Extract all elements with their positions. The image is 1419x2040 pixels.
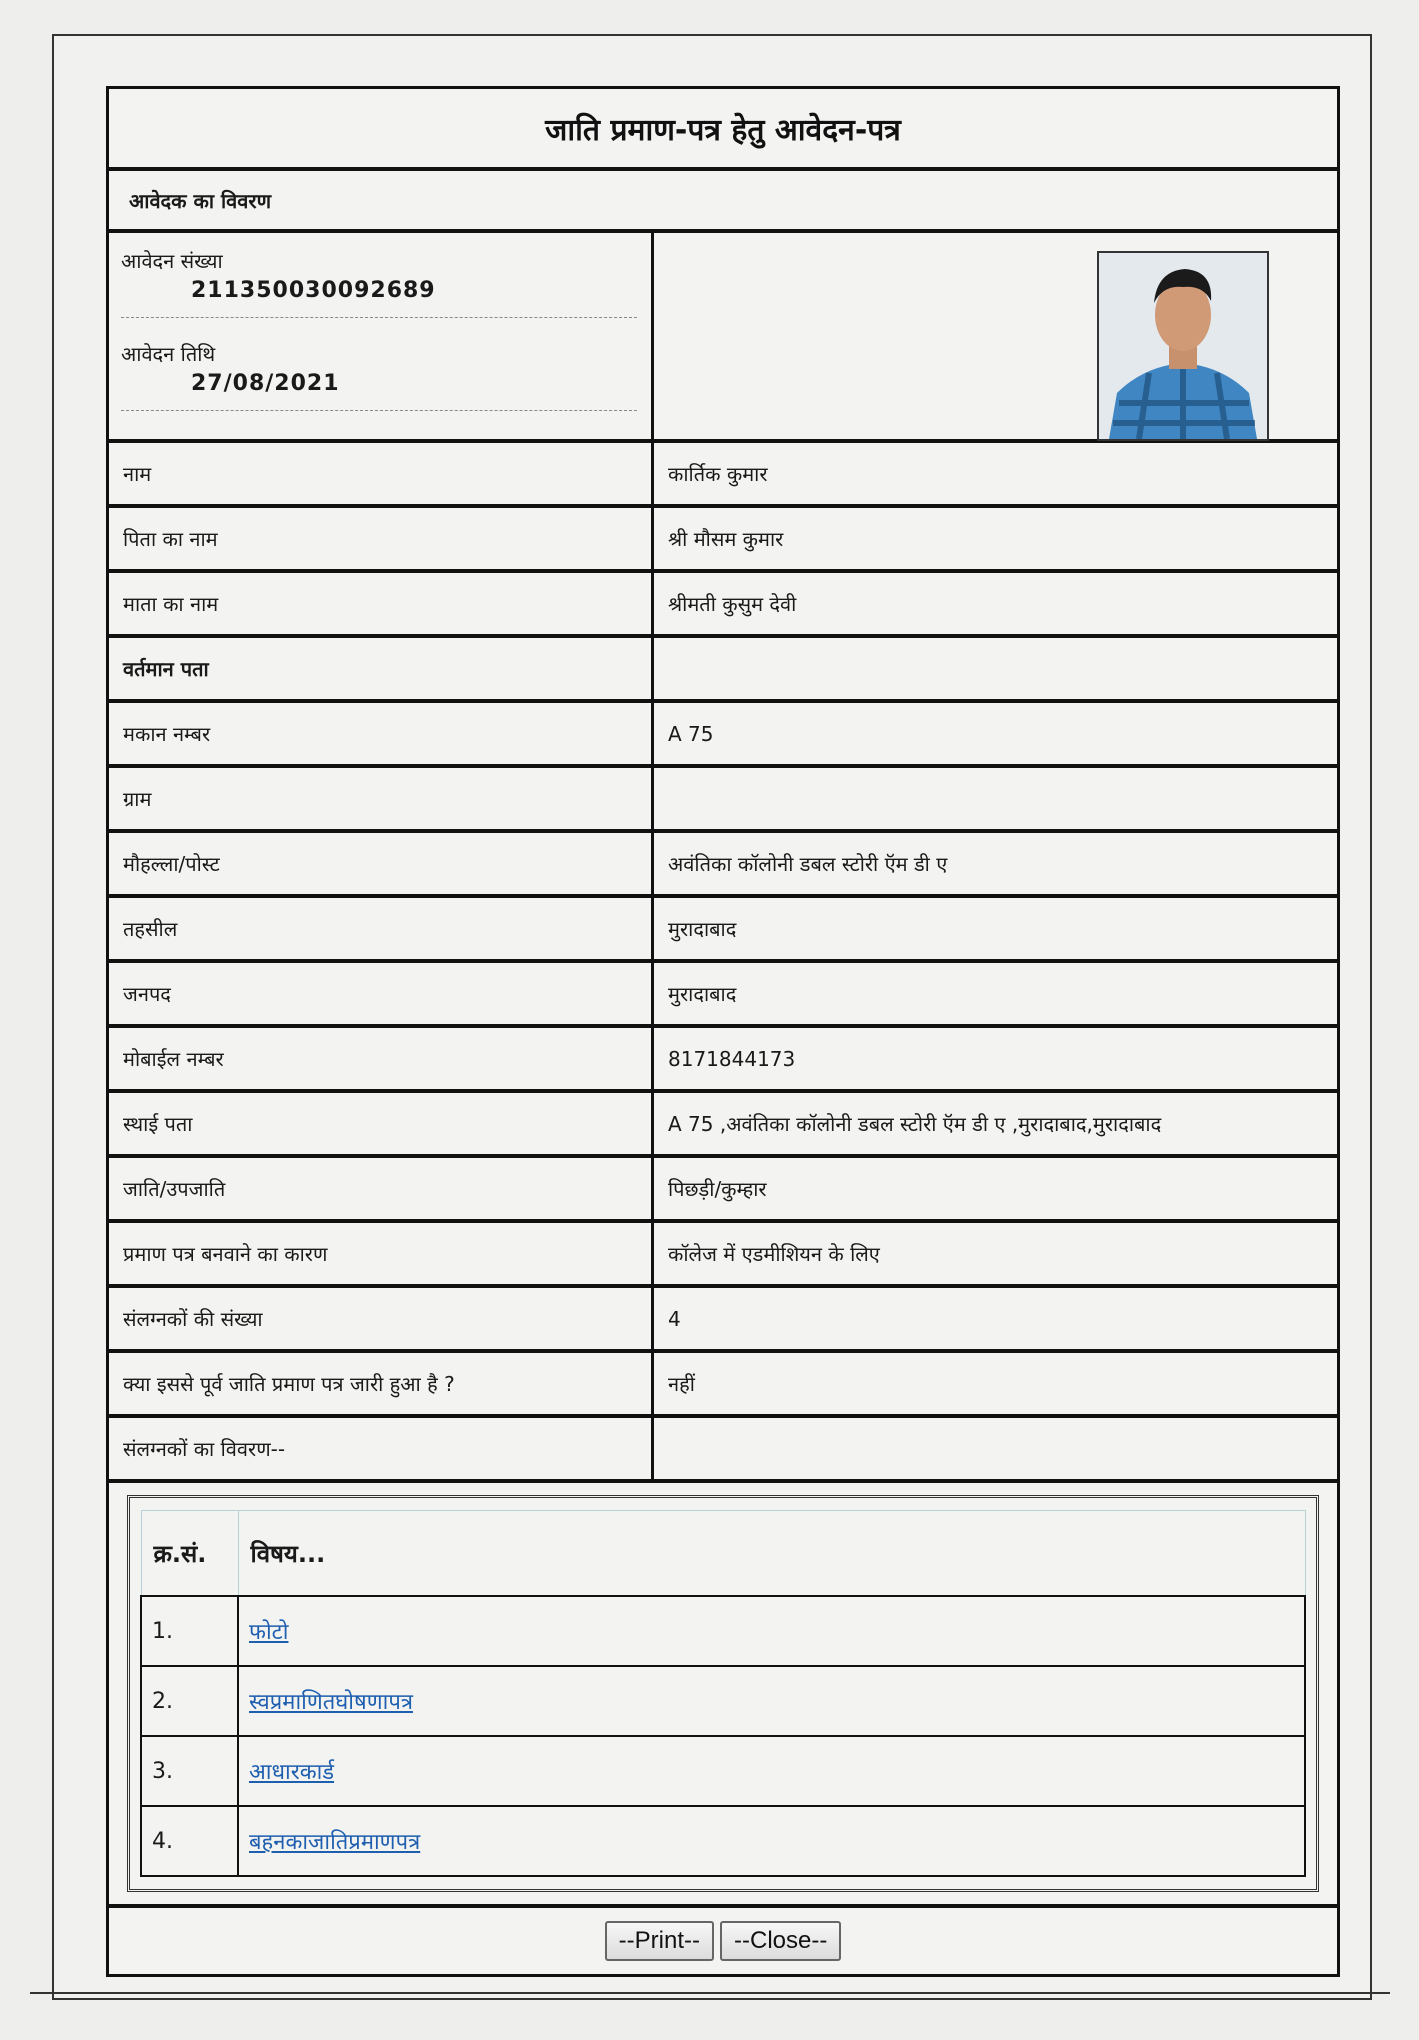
column-header-subject: विषय...: [238, 1511, 1305, 1597]
application-number: 211350030092689: [191, 278, 436, 303]
field-label-district: जनपद: [123, 982, 171, 1006]
print-button[interactable]: --Print--: [605, 1921, 714, 1961]
field-row: [109, 443, 1337, 508]
table-row: [141, 1666, 1305, 1736]
field-label-caste: जाति/उपजाति: [123, 1177, 226, 1201]
attachments-section: [109, 1483, 1337, 1908]
row-number: 2.: [141, 1666, 238, 1736]
table-header: [141, 1511, 1305, 1597]
photo-cell: [654, 233, 1337, 439]
field-row: [109, 833, 1337, 898]
close-button[interactable]: --Close--: [720, 1921, 841, 1961]
field-row: [109, 768, 1337, 833]
field-label-current-address: वर्तमान पता: [123, 657, 209, 681]
application-form: [106, 86, 1340, 1977]
application-info-row: [109, 233, 1337, 443]
field-row: [109, 1223, 1337, 1288]
field-value-reason: कॉलेज में एडमीशियन के लिए: [668, 1242, 880, 1266]
field-row: [109, 573, 1337, 638]
attachment-link-sister-caste-certificate[interactable]: बहनकाजातिप्रमाणपत्र: [249, 1830, 421, 1855]
person-photo-icon: [1099, 253, 1267, 439]
field-label-name: नाम: [123, 462, 152, 486]
divider: [121, 410, 637, 411]
section-applicant-label: आवेदक का विवरण: [129, 188, 272, 213]
title-row: [109, 89, 1337, 171]
page-title: जाति प्रमाण-पत्र हेतु आवेदन-पत्र: [545, 112, 901, 148]
field-row: [109, 1158, 1337, 1223]
field-label-reason: प्रमाण पत्र बनवाने का कारण: [123, 1242, 328, 1266]
field-row: [109, 1353, 1337, 1418]
field-value-name: कार्तिक कुमार: [668, 462, 768, 486]
field-label-mobile: मोबाईल नम्बर: [123, 1047, 224, 1071]
attachment-link-aadhaar[interactable]: आधारकार्ड: [249, 1760, 335, 1785]
attachment-link-photo[interactable]: फोटो: [249, 1620, 289, 1645]
field-value-permanent-address: A 75 ,अवंतिका कॉलोनी डबल स्टोरी ऍम डी ए ,मुरादाबाद,मुरादाबाद: [668, 1112, 1162, 1136]
field-label-attachment-details: संलग्नकों का विवरण--: [123, 1437, 286, 1461]
field-row: [109, 1288, 1337, 1353]
table-row: [141, 1806, 1305, 1876]
field-label-house-number: मकान नम्बर: [123, 722, 211, 746]
attachments-frame: [127, 1495, 1319, 1892]
field-value-tehsil: मुरादाबाद: [668, 917, 737, 941]
field-row: [109, 1418, 1337, 1483]
field-label-attachment-count: संलग्नकों की संख्या: [123, 1307, 263, 1331]
field-label-village: ग्राम: [123, 787, 152, 811]
field-row: [109, 1093, 1337, 1158]
divider: [30, 1992, 1390, 1994]
field-label-mother-name: माता का नाम: [123, 592, 219, 616]
field-row: [109, 898, 1337, 963]
application-date: 27/08/2021: [191, 371, 340, 396]
divider: [121, 317, 637, 318]
field-value-district: मुरादाबाद: [668, 982, 737, 1006]
field-value-attachment-count: 4: [668, 1306, 681, 1331]
button-bar: [109, 1908, 1337, 1974]
field-value-mother-name: श्रीमती कुसुम देवी: [668, 592, 797, 616]
field-label-father-name: पिता का नाम: [123, 527, 218, 551]
table-row: [141, 1736, 1305, 1806]
field-row: [109, 638, 1337, 703]
field-row: [109, 703, 1337, 768]
application-date-label: आवेदन तिथि: [121, 342, 216, 366]
field-row: [109, 508, 1337, 573]
column-header-serial: क्र.सं.: [141, 1511, 238, 1597]
section-header: [109, 171, 1337, 233]
field-value-house-number: A 75: [668, 721, 714, 746]
field-label-previous-certificate: क्या इससे पूर्व जाति प्रमाण पत्र जारी हुआ है ?: [123, 1372, 455, 1396]
field-label-permanent-address: स्थाई पता: [123, 1112, 193, 1136]
field-label-locality-post: मौहल्ला/पोस्ट: [123, 852, 220, 876]
application-info: [109, 233, 654, 439]
field-label-tehsil: तहसील: [123, 917, 178, 941]
field-row: [109, 963, 1337, 1028]
field-value-locality-post: अवंतिका कॉलोनी डबल स्टोरी ऍम डी ए: [668, 852, 948, 876]
table-row: [141, 1596, 1305, 1666]
application-number-label: आवेदन संख्या: [121, 249, 223, 273]
attachment-link-self-declaration[interactable]: स्वप्रमाणितघोषणापत्र: [249, 1690, 413, 1715]
applicant-photo: [1097, 251, 1269, 441]
row-number: 1.: [141, 1596, 238, 1666]
row-number: 4.: [141, 1806, 238, 1876]
field-value-caste: पिछड़ी/कुम्हार: [668, 1177, 767, 1201]
field-value-mobile: 8171844173: [668, 1046, 796, 1071]
field-value-father-name: श्री मौसम कुमार: [668, 527, 784, 551]
field-value-previous-certificate: नहीं: [668, 1372, 695, 1396]
row-number: 3.: [141, 1736, 238, 1806]
attachments-table: [140, 1510, 1306, 1877]
field-row: [109, 1028, 1337, 1093]
